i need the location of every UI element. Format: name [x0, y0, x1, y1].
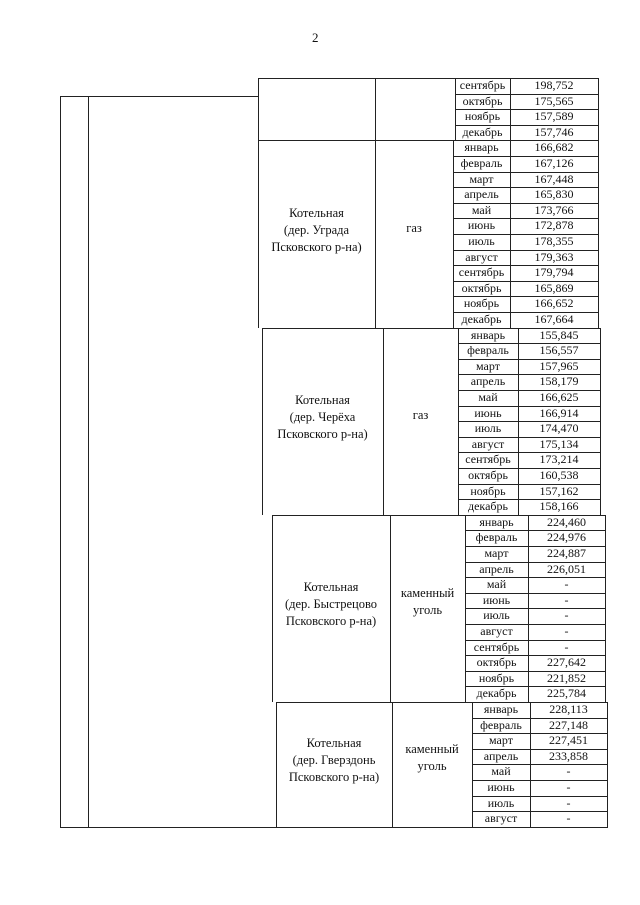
- block-name: [276, 735, 392, 786]
- month-cell: ноябрь: [464, 109, 501, 124]
- month-cell: январь: [479, 514, 514, 529]
- month-cell: январь: [483, 702, 519, 716]
- value-cell: 166,652: [534, 296, 574, 311]
- month-cell: ноябрь: [478, 670, 515, 685]
- block-right: [598, 140, 599, 327]
- month-cell: ноябрь: [470, 483, 506, 498]
- table-bottom-rule: [60, 827, 608, 828]
- value-cell: 160,538: [539, 468, 579, 482]
- value-cell: 224,887: [547, 546, 586, 560]
- value-cell: 167,664: [534, 312, 574, 326]
- block-fuel: [392, 741, 472, 775]
- value-cell: 174,470: [539, 421, 579, 436]
- month-cell: июль: [487, 795, 515, 810]
- value-cell: 198,752: [534, 78, 574, 92]
- month-cell: ноябрь: [463, 296, 500, 311]
- month-cell: август: [465, 249, 498, 264]
- block-name-line: Котельная: [306, 735, 362, 750]
- month-cell: апрель: [464, 187, 499, 202]
- value-cell: -: [564, 592, 569, 607]
- value-cell: -: [566, 764, 571, 779]
- value-cell: -: [566, 795, 571, 810]
- value-cell: 166,914: [539, 405, 579, 420]
- block-name-line: (дер. Быстрецово: [284, 596, 378, 611]
- month-cell: март: [484, 546, 509, 560]
- value-cell: 233,858: [549, 748, 588, 763]
- block-name-line: Котельная: [295, 392, 350, 407]
- block-fuel-line: газ: [406, 220, 422, 235]
- month-cell: сентябрь: [458, 265, 505, 280]
- month-cell: апрель: [479, 561, 514, 576]
- table-border-left-inner: [88, 96, 89, 827]
- value-cell: 227,148: [549, 717, 588, 732]
- block-name-line: (дер. Уграда: [283, 222, 350, 237]
- value-cell: 157,965: [539, 358, 579, 373]
- month-cell: январь: [464, 140, 499, 155]
- block-fuel: [383, 407, 458, 424]
- month-cell: март: [469, 171, 494, 186]
- value-cell: -: [564, 639, 569, 654]
- value-cell: 227,451: [549, 733, 588, 748]
- value-cell: 155,845: [539, 327, 579, 342]
- block-name-line: Котельная: [303, 579, 359, 594]
- value-cell: 175,134: [539, 436, 579, 451]
- month-cell: апрель: [470, 374, 506, 389]
- month-cell: май: [471, 202, 492, 217]
- value-cell: 157,746: [534, 124, 574, 139]
- table-top-left-rule: [60, 96, 258, 97]
- value-cell: 173,214: [539, 452, 579, 467]
- value-cell: 228,113: [549, 702, 588, 716]
- value-cell: 179,363: [534, 249, 574, 264]
- month-cell: июнь: [487, 780, 515, 794]
- page-number: 2: [312, 30, 319, 45]
- block-name: [258, 205, 375, 256]
- block-fuel-line: каменный: [400, 586, 455, 601]
- month-cell: июль: [483, 608, 510, 623]
- block-name: [262, 392, 383, 443]
- value-cell: -: [564, 608, 569, 623]
- month-cell: март: [476, 358, 500, 373]
- value-cell: 173,766: [534, 202, 574, 217]
- month-cell: июнь: [467, 218, 496, 233]
- block-fuel-line: уголь: [417, 759, 447, 774]
- value-cell: 157,162: [539, 483, 579, 498]
- month-cell: август: [484, 811, 518, 826]
- value-cell: 165,830: [534, 187, 574, 202]
- block-name-line: Псковского р-на): [285, 613, 377, 628]
- table-border-left: [60, 96, 61, 827]
- month-cell: октябрь: [462, 93, 503, 108]
- block-name-line: Котельная: [289, 205, 344, 220]
- value-cell: 224,976: [547, 530, 586, 545]
- block-right: [607, 702, 608, 827]
- month-cell: октябрь: [476, 655, 517, 670]
- month-cell: июнь: [474, 405, 502, 420]
- month-cell: октябрь: [461, 280, 502, 295]
- month-cell: февраль: [480, 717, 522, 732]
- value-cell: 172,878: [534, 218, 574, 233]
- month-cell: октябрь: [468, 468, 508, 482]
- value-cell: 224,460: [547, 514, 586, 529]
- month-cell: август: [471, 436, 505, 451]
- value-cell: -: [566, 780, 571, 794]
- block-label-left: [258, 78, 259, 140]
- value-cell: 166,682: [534, 140, 574, 155]
- block-fuel: [375, 220, 453, 237]
- value-cell: 158,166: [539, 499, 579, 514]
- block-fuel-line: уголь: [412, 603, 443, 618]
- month-cell: июль: [468, 234, 495, 248]
- month-cell: май: [491, 764, 511, 779]
- value-cell: -: [564, 624, 569, 638]
- value-cell: 179,794: [534, 265, 574, 280]
- block-name-line: (дер. Гверздонь: [292, 752, 376, 767]
- value-cell: 166,625: [539, 390, 579, 404]
- value-cell: 221,852: [547, 670, 586, 685]
- block-fuel-line: газ: [412, 407, 429, 422]
- month-cell: декабрь: [462, 124, 503, 139]
- value-cell: 227,642: [547, 655, 586, 670]
- block-name-line: Псковского р-на): [288, 769, 380, 784]
- block-fuel: [390, 585, 465, 619]
- month-cell: июль: [474, 421, 502, 436]
- month-cell: декабрь: [461, 312, 502, 326]
- value-cell: 157,589: [534, 109, 574, 124]
- month-cell: апрель: [483, 748, 519, 763]
- month-cell: февраль: [460, 156, 503, 170]
- block-name-line: (дер. Черёха: [289, 409, 356, 424]
- month-cell: март: [489, 733, 513, 748]
- value-cell: -: [566, 811, 571, 826]
- block-right: [600, 328, 601, 515]
- value-cell: 167,126: [534, 156, 574, 170]
- block-right: [598, 78, 599, 140]
- value-cell: 165,869: [534, 280, 574, 295]
- month-cell: февраль: [467, 343, 509, 358]
- value-cell: 178,355: [534, 234, 574, 248]
- value-cell: 226,051: [547, 561, 586, 576]
- month-cell: сентябрь: [465, 452, 511, 467]
- month-cell: июнь: [482, 592, 511, 607]
- value-cell: 158,179: [539, 374, 579, 389]
- month-cell: январь: [470, 327, 506, 342]
- month-cell: декабрь: [476, 686, 517, 701]
- month-cell: сентябрь: [473, 639, 520, 654]
- value-cell: -: [564, 577, 569, 592]
- value-cell: 175,565: [534, 93, 574, 108]
- block-fuel-left: [375, 78, 376, 140]
- month-cell: май: [486, 577, 507, 592]
- block-name-line: Псковского р-на): [271, 239, 362, 254]
- month-cell: май: [478, 390, 498, 404]
- block-fuel-line: каменный: [405, 742, 459, 757]
- block-name: [272, 579, 390, 630]
- block-name-line: Псковского р-на): [277, 426, 368, 441]
- month-cell: сентябрь: [459, 78, 506, 92]
- value-cell: 225,784: [547, 686, 586, 701]
- month-cell: август: [480, 624, 513, 638]
- block-right: [605, 515, 606, 702]
- value-cell: 167,448: [534, 171, 574, 186]
- month-cell: февраль: [475, 530, 518, 545]
- value-cell: 156,557: [539, 343, 579, 358]
- month-cell: декабрь: [468, 499, 508, 514]
